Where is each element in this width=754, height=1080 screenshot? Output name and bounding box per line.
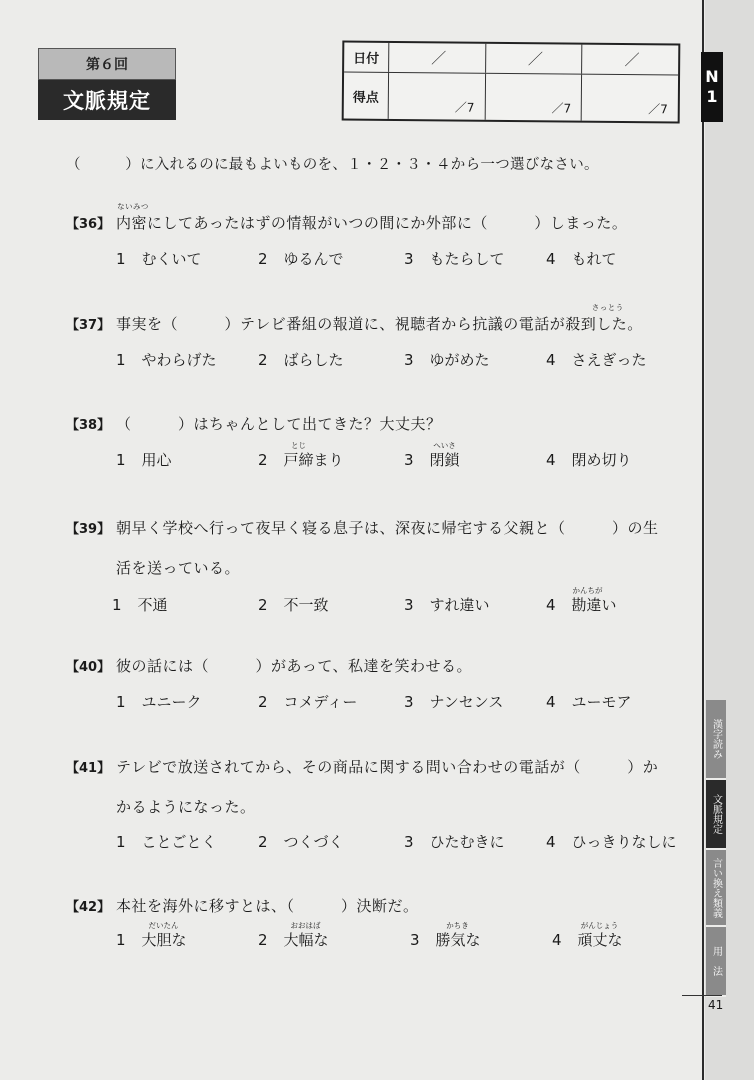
- question-39: [66, 517, 686, 620]
- side-index: [706, 700, 726, 997]
- option-3[interactable]: 3 ゆがめた: [404, 351, 490, 369]
- option-1[interactable]: 1 ことごとく: [116, 833, 217, 851]
- score-row: [344, 73, 678, 122]
- option-2[interactable]: 2 コメディー: [258, 693, 358, 711]
- options: [66, 586, 686, 620]
- level-tab: N 1: [701, 52, 723, 122]
- date-cell[interactable]: ／: [486, 44, 583, 74]
- question-number: 【41】: [66, 761, 111, 776]
- option-2[interactable]: 2 ゆるんで: [258, 250, 344, 268]
- options: [66, 248, 686, 274]
- option-2[interactable]: 2 おおはば 大幅な: [258, 921, 329, 949]
- question-number: 【38】: [66, 418, 111, 433]
- option-4[interactable]: 4 がんじょう 頑丈な: [552, 921, 623, 949]
- date-cell[interactable]: ／: [389, 43, 486, 73]
- question-41: [66, 756, 686, 857]
- section-title: 文脈規定: [38, 80, 176, 120]
- score-label: 得点: [344, 73, 389, 119]
- ruby-text: ないみつ: [117, 202, 149, 211]
- question-text-continued: かるようになった。: [116, 798, 256, 816]
- options: [66, 691, 686, 717]
- option-4[interactable]: 4 閉め切り: [546, 451, 632, 469]
- option-2[interactable]: 2 つくづく: [258, 833, 344, 851]
- score-cell[interactable]: ／7: [648, 102, 668, 117]
- date-cell[interactable]: ／: [624, 50, 640, 70]
- option-2[interactable]: 2 ばらした: [258, 351, 344, 369]
- option-2[interactable]: 2 とじ 戸締まり: [258, 441, 344, 469]
- question-number: 【40】: [66, 660, 111, 675]
- option-1[interactable]: 1 ユニーク: [116, 693, 202, 711]
- round-label: 第６回: [38, 48, 176, 80]
- option-3[interactable]: 3 ナンセンス: [404, 693, 504, 711]
- score-table: [342, 41, 681, 124]
- side-tab-usage[interactable]: 用 法: [706, 927, 726, 997]
- option-4[interactable]: 4 かんちが 勘違い: [546, 586, 617, 614]
- question-text: （ ）はちゃんとして出てきた？大丈夫？: [116, 415, 442, 433]
- side-tab-context[interactable]: 文脈規定: [706, 780, 726, 850]
- options: [66, 349, 686, 375]
- ruby-text: さっとう: [591, 303, 624, 312]
- option-4[interactable]: 4 さえぎった: [546, 351, 647, 369]
- question-38: [66, 413, 686, 475]
- option-4[interactable]: 4 ひっきりなしに: [546, 833, 677, 851]
- side-tab-kanji-reading[interactable]: 漢字読み: [706, 700, 726, 780]
- page-number: 41: [708, 998, 724, 1012]
- option-2[interactable]: 2 不一致: [258, 596, 329, 614]
- date-label: 日付: [344, 43, 389, 72]
- instructions: （ ）に入れるのに最もよいものを、１・２・３・４から一つ選びなさい。: [66, 157, 599, 173]
- question-text: 朝早く学校へ行って夜早く寝る息子は、深夜に帰宅する父親と（ ）の生: [116, 519, 659, 537]
- binding-line: [702, 0, 704, 1080]
- question-number: 【37】: [66, 318, 111, 333]
- options: [66, 921, 686, 955]
- option-3[interactable]: 3 へいさ 閉鎖: [404, 441, 460, 469]
- option-4[interactable]: 4 もれて: [546, 250, 617, 268]
- side-tab-paraphrase[interactable]: 言い換え類義: [706, 850, 726, 927]
- question-text: 彼の話には（ ）があって、私達を笑わせる。: [116, 657, 473, 675]
- option-1[interactable]: 1 むくいて: [116, 250, 202, 268]
- question-number: 【36】: [66, 217, 111, 232]
- option-1[interactable]: 1 やわらげた: [116, 351, 217, 369]
- question-number: 【39】: [66, 522, 111, 537]
- question-36: [66, 202, 686, 274]
- question-text: 本社を海外に移すとは、（ ）決断だ。: [116, 897, 419, 915]
- option-3[interactable]: 3 もたらして: [404, 250, 505, 268]
- option-1[interactable]: 1 用心: [116, 451, 172, 469]
- option-1[interactable]: 1 だいたん 大胆な: [116, 921, 187, 949]
- question-text: ないみつ 内密にしてあったはずの情報がいつの間にか外部に（ ）しまった。: [116, 202, 628, 232]
- option-3[interactable]: 3 かちき 勝気な: [410, 921, 481, 949]
- question-42: [66, 895, 686, 955]
- option-1[interactable]: 1 不通: [112, 596, 168, 614]
- score-cell[interactable]: ／7: [389, 73, 486, 120]
- option-3[interactable]: 3 すれ違い: [404, 596, 490, 614]
- option-3[interactable]: 3 ひたむきに: [404, 833, 505, 851]
- question-number: 【42】: [66, 900, 111, 915]
- question-text-continued: 活を送っている。: [116, 559, 241, 577]
- question-text: テレビで放送されてから、その商品に関する問い合わせの電話が（ ）か: [116, 758, 659, 776]
- options: [66, 831, 686, 857]
- question-text: さっとう 事実を（ ）テレビ番組の報道に、視聴者から抗議の電話が殺到した。: [116, 303, 643, 333]
- score-cell[interactable]: ／7: [485, 74, 582, 121]
- section-header: [38, 48, 176, 120]
- options: [66, 441, 686, 475]
- question-40: [66, 655, 686, 717]
- question-37: [66, 303, 686, 375]
- page-number-rule: [682, 995, 722, 996]
- option-4[interactable]: 4 ユーモア: [546, 693, 632, 711]
- date-row: [344, 43, 678, 76]
